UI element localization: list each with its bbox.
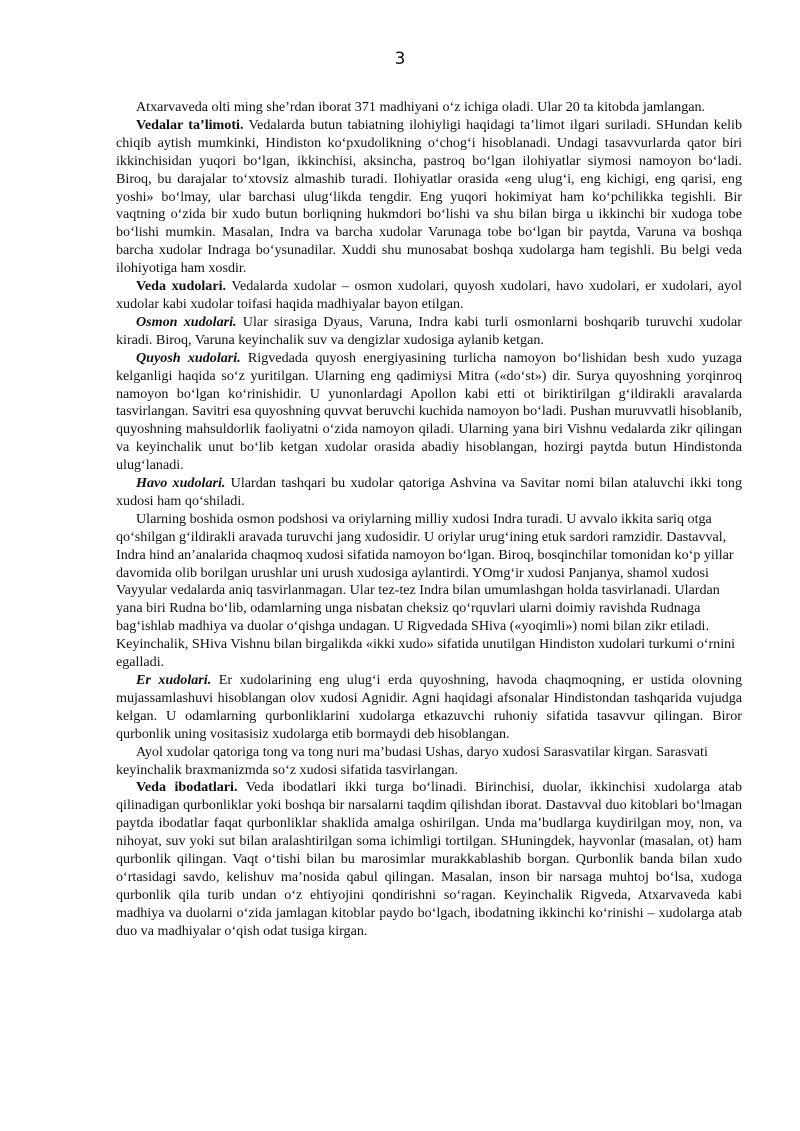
paragraph bbox=[116, 779, 742, 940]
page-number: 3 bbox=[394, 49, 406, 69]
paragraph bbox=[116, 475, 742, 511]
paragraph-text: Ulardan tashqari bu xudolar qatoriga Ashvina va Savitar nomi bilan ataluvchi ikki tong xudosi ham qo‘shiladi. bbox=[116, 475, 742, 509]
section-heading: Veda ibodatlari. bbox=[136, 779, 238, 796]
paragraph-text: Vedalarda butun tabiatning ilohiyligi haqidagi ta’limot ilgari suriladi. SHundan kelib chiqib aytish mumkinki, Hindiston ko‘pxudolikning o‘chog‘i hisoblanadi. Undagi tasavvurlarda qator biri ikkinchisidan yuqori bo‘lgan, ikkinchisi, aksincha, pastroq bo‘lgan ilohiyatlar siymosi namoyon bo‘ladi. Biroq, bu darajalar to‘xtovsiz almashib turadi. Ilohiyatlar orasida «eng ulug‘i, eng kichigi, eng qarisi, eng yoshi» bo‘lmay, ular barchasi ulug‘likda tengdir. Eng yuqori hokimiyat ham ko‘pchilikka tegishli. Bir vaqtning o‘zida bir xudo butun borliqning hukmdori bo‘lishi va shu bilan birga u ikkinchi bir xudoga tobe bo‘lishi mumkin. Masalan, Indra va barcha xudolar Varunaga tobe bo‘lgan bir paytda, Varuna va boshqa barcha xudolar Indraga bo‘ysunadilar. Xuddi shu munosabat boshqa xudolarga ham tegishli. Bu belgi veda ilohiyotiga ham xosdir. bbox=[116, 116, 742, 277]
paragraph-text: Ayol xudolar qatoriga tong va tong nuri ma’budasi Ushas, daryo xudosi Sarasvatilar kirgan. Sarasvati keyinchalik braxmanizmda so‘z xudosi sifatida tasvirlangan. bbox=[116, 743, 708, 778]
paragraph bbox=[116, 672, 742, 744]
section-heading: Veda xudolari. bbox=[136, 278, 227, 295]
paragraph-text: Veda ibodatlari ikki turga bo‘linadi. Birinchisi, duolar, ikkinchisi xudolarga atab qilinadigan qurbonliklar yoki boshqa bir narsalarni taqdim qilishdan iborat. Dastavval duo kitoblari bo‘lmagan paytda ibodatlar faqat qurbonliklar shaklida amalga oshirilgan. Unda ma’budlarga kuydirilgan moy, non, va nihoyat, suv yoki sut bilan aralashtirilgan soma ichimligi tortilgan. SHuningdek, hayvonlar (masalan, ot) ham qurbonlik qilingan. Vaqt o‘tishi bilan bu marosimlar murakkablashib borgan. Qurbonlik banda bilan xudo o‘rtasidagi savdo, kelishuv ma’nosida qabul qilingan. Masalan, inson bir narsaga muhtoj bo‘lsa, xudoga qurbonlik qila turib undan o‘z ehtiyojini qondirishni so‘ragan. Keyinchalik Rigveda, Atxarvaveda kabi madhiya va duolarni o‘zida jamlagan kitoblar paydo bo‘lgach, ibodatning ikkinchi ko‘rinishi – xudolarga atab duo va madhiyalar o‘qish odat tusiga kirgan. bbox=[116, 779, 742, 939]
paragraph bbox=[116, 511, 742, 672]
subsection-heading: Quyosh xudolari. bbox=[136, 349, 241, 366]
paragraph-text: Rigvedada quyosh energiyasining turlicha namoyon bo‘lishidan besh xudo yuzaga kelganligi haqida so‘z yuritilgan. Ularning eng qadimiysi Mitra («do‘st») dir. Surya quyoshning yorqinroq namoyon bo‘lgan ko‘rinishidir. U yunonlardagi Apollon kabi etti ot biriktirilgan g‘ildirakli aravalarda tasvirlangan. Savitri esa quyoshning quvvat beruvchi kuchida namoyon bo‘ladi. Pushan muruvvatli hisoblanib, quyoshning mahsuldorlik faoliyatni o‘zida namoyon qiladi. Ularning yana biri Vishnu vedalarda zikr qilingan va keyinchalik unut bo‘lib ketgan xudolar orasida abadiy hisoblangan, hozirgi paytda butun Hindistonda ulug‘lanadi. bbox=[116, 349, 742, 474]
paragraph bbox=[116, 314, 742, 350]
paragraph-text: Er xudolarining eng ulug‘i erda quyoshning, havoda chaqmoqning, er ustida olovning mujassamlashuvi hisoblangan olov xudosi Agnidir. Agni haqidagi afsonalar Hindistondan tashqarida vujudga kelgan. U odamlarning qurbonliklarini xudolarga etkazuvchi ruhoniy sifatida tasavvur qilingan. Biror qurbonlik uning vositasisiz xudolarga etib bormaydi deb hisoblangan. bbox=[116, 672, 743, 742]
section-heading: Vedalar ta’limoti. bbox=[136, 116, 244, 133]
subsection-heading: Er xudolari. bbox=[136, 672, 212, 688]
paragraph-text: Ularning boshida osmon podshosi va oriylarning milliy xudosi Indra turadi. U avvalo ikkita sariq otga qo‘shilgan g‘ildirakli aravada turuvchi jang xudosidir. U oriylar urug‘ining etuk sardori ramzidir. Dastavval, Indra hind an’analarida chaqmoq xudosi sifatida namoyon bo‘lgan. Biroq, bosqinchilar tomonidan ko‘p yillar davomida olib borilgan urushlar uni urush xudosiga aylantirdi. YOmg‘ir xudosi Panjanya, shamol xudosi Vayyular vedalarda aniq tasvirlanmagan. Ular tez-tez Indra bilan umumlashgan holda tasvirlanadi. Ulardan yana biri Rudna bo‘lib, odamlarning unga nisbatan cheksiz qo‘rquvlari ularni doimiy ravishda Rudnaga bag‘ishlab madhiya va duolar o‘qishga undagan. U Rigvedada SHiva («yoqimli») nomi bilan zikr etiladi. Keyinchalik, SHiva Vishnu bilan birgalikda «ikki xudo» sifatida unutilgan Hindiston xudolari turkumi o‘rnini egalladi. bbox=[116, 510, 736, 671]
paragraph bbox=[116, 278, 742, 314]
subsection-heading: Havo xudolari. bbox=[136, 475, 226, 492]
paragraph bbox=[116, 744, 742, 780]
paragraph-text: Ular sirasiga Dyaus, Varuna, Indra kabi turli osmonlarni boshqarib turuvchi xudolar kiradi. Biroq, Varuna keyinchalik suv va dengizlar xudosiga aylanib ketgan. bbox=[116, 313, 743, 348]
paragraph-text: Vedalarda xudolar – osmon xudolari, quyosh xudolari, havo xudolari, er xudolari, ayol xudolar kabi xudolar toifasi haqida madhiyalar bayon etilgan. bbox=[116, 278, 742, 312]
document-body bbox=[116, 99, 742, 941]
paragraph bbox=[116, 117, 742, 278]
paragraph bbox=[116, 350, 742, 475]
paragraph bbox=[116, 99, 742, 117]
paragraph-text: Atxarvaveda olti ming she’rdan iborat 371 madhiyani o‘z ichiga oladi. Ular 20 ta kitobda jamlangan. bbox=[136, 99, 706, 115]
subsection-heading: Osmon xudolari. bbox=[136, 313, 237, 330]
